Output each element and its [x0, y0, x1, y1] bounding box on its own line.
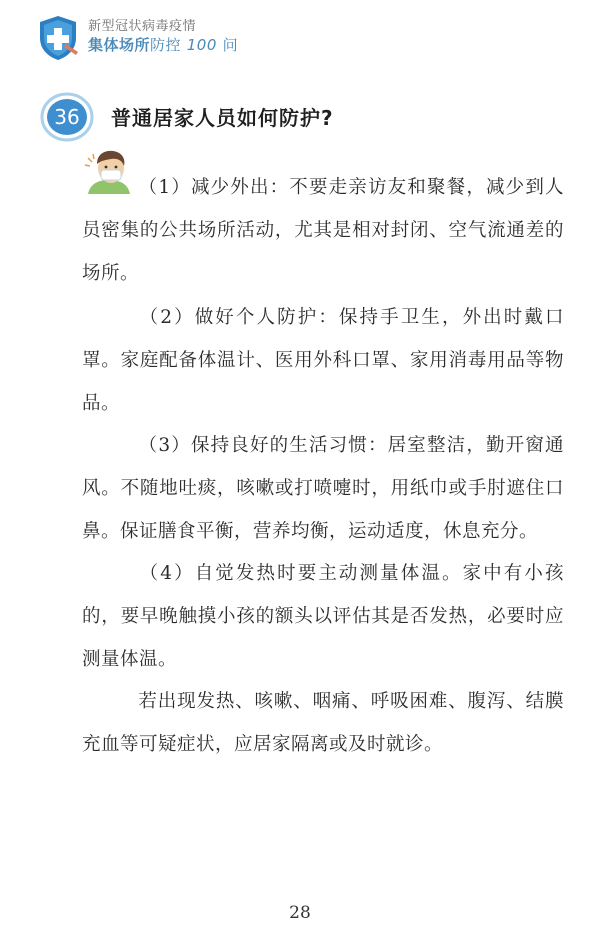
header-title-number: 100	[186, 36, 217, 54]
shield-cross-icon	[36, 14, 80, 62]
paragraph-5-text: 若出现发热、咳嗽、咽痛、呼吸困难、腹泻、结膜充血等可疑症状，应居家隔离或及时就诊。	[82, 691, 564, 755]
paragraph-5	[82, 680, 564, 766]
question-number: 36	[54, 105, 80, 129]
paragraph-3-text: （3）保持良好的生活习惯：居室整洁，勤开窗通风。不随地吐痰，咳嗽或打喷嚏时，用纸巾或手肘遮住口鼻。保证膳食平衡，营养均衡，运动适度，休息充分。	[82, 435, 564, 542]
header-title-bold: 集体场所	[88, 36, 151, 54]
paragraph-4	[82, 552, 564, 681]
paragraph-4-text: （4）自觉发热时要主动测量体温。家中有小孩的，要早晚触摸小孩的额头以评估其是否发热，必要时应测量体温。	[82, 563, 564, 670]
paragraph-1	[82, 166, 564, 295]
paragraph-2	[82, 296, 564, 425]
paragraph-1-text: （1）减少外出：不要走亲访友和聚餐，减少到人员密集的公共场所活动，尤其是相对封闭、空气流通差的场所。	[82, 177, 564, 284]
header-subtitle: 新型冠状病毒疫情	[88, 19, 197, 34]
paragraph-2-text: （2）做好个人防护：保持手卫生，外出时戴口罩。家庭配备体温计、医用外科口罩、家用消毒用品等物品。	[82, 307, 564, 414]
page-number: 28	[289, 903, 311, 923]
header-title-light: 防控	[150, 36, 182, 54]
paragraph-3	[82, 424, 564, 553]
question-title: 普通居家人员如何防护?	[111, 106, 334, 130]
header-title	[88, 34, 238, 55]
header-title-tail: 问	[222, 36, 239, 54]
